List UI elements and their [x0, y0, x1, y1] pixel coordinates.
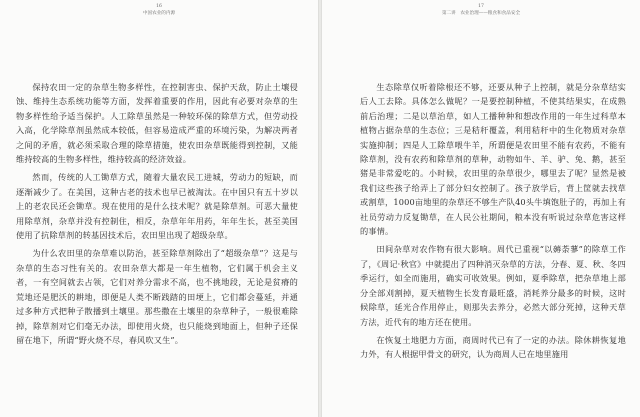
right-paragraph-3: 在恢复土地肥力方面，商周时代已有了一定的办法。除休耕恢复地力外，有人根据甲骨文的研究，认为商周人已在地里施用	[360, 334, 626, 360]
right-paragraph-1: 生态除草仅听着除根还不够，还要从种子上控制，就是分杂草结实后人工去除。具体怎么做呢？一是要控制种植，不使其结果实，在成熟前后治理；二是以草治草，如人工播种种和想改作用的一年生过科草本植物占据杂草的生态位；三是秸秆覆盖，利用秸秆中的生化物质对杂草实施抑制；四是人工除草喂牛羊，所谓便是农田里不能有农药，不能有除草剂，没有农药和除草剂的草种，动物如牛、羊、驴、兔、鹅，甚至猪是非常爱吃的。小时候，农田里的杂草很少，哪里去了呢？显然是被我们这些孩子给弄上了部分妇女控制了。孩子放学后，背上筐就去找草或割草，1000亩地里的杂草还不够生产队40头牛填饱肚子的，再加上有社员劳动力反复锄草，在人民公社期间，粮本没有听说过杂草危害这样的事情。	[360, 82, 626, 237]
left-page-header	[0, 4, 318, 17]
left-paragraph-1: 保持农田一定的杂草生物多样性，在控制害虫、保护天敌，防止土壤侵蚀、维持生态系统功能等方面，发挥着重要的作用，因此有必要对杂草的生物多样性给予适当保护。人工除草虽然是一种较环保的除草方式，但劳动投入高，化学除草剂虽然成本较低，但容易造成严重的环境污染，为解决两者之间的矛盾，就必须采取合理的除草措施，使农田杂草既能得到控制，又能维持较高的生物多样性，维持较高的经济效益。	[16, 82, 298, 165]
right-page-number: 17	[478, 4, 484, 9]
left-paragraph-2: 然而，传统的人工锄草方式，随着大量农民工进城，劳动力的短缺，而逐渐减少了。在美国，这种古老的技术也早已被淘汰。在中国只有五十岁以上的老农民还会锄草。现在使用的是什么技术呢？就是除草剂。可恶大量使用除草剂，杂草并没有控制住，相反，杂草年年用药，年年生长，甚至美国使用了抗除草剂的转基因技术后，农田里出现了超级杂草。	[16, 172, 298, 241]
right-page-body	[360, 80, 626, 366]
right-page-header	[322, 4, 640, 17]
left-page-body	[16, 80, 298, 351]
left-paragraph-3: 为什么农田里的杂草难以防治，甚至除草剂除出了“超级杂草”？这是与杂草的生态习性有关的。农田杂草大都是一年生植物，它们属于机会主义者，一有空间就去占领，它们对养分需求不高，也不挑地段，无论是贫瘠的荒地还是肥沃的耕地，即便是人类不断践踏的田埂上，它们都会蔓延，并通过多种方式把种子散播到土壤里。那些撒在土壤里的杂草种子，一般很难除掉，除草剂对它们毫无办法，即使用火烧，也只能烧到地面上，但种子还保留在地下，所谓“野火烧不尽，春风吹又生”。	[16, 248, 298, 345]
left-running-head: 中国农业的内源	[142, 11, 176, 16]
right-page	[322, 0, 640, 417]
left-page-number: 16	[156, 4, 162, 9]
right-running-head: 第二讲 农业治理——粮食和食品安全	[441, 11, 521, 16]
left-page	[0, 0, 318, 417]
right-paragraph-2: 田间杂草对农作物有很大影响。周代已重视“以薅荼蓼”的除草工作了，《周记·秋官》中就提出了四种消灭杂草的方法，分春、夏、秋、冬四季运行，如全而施用，确实可收效果。例如，夏季除草，把杂草地上部分全部刈割掉，夏天植物生长发育最旺盛，消耗养分最多的时候，这时候除草，延光合作用停止，则那失去养分，必然大部分死掉，这种天草方法，近代有的地方还在使用。	[360, 244, 626, 327]
